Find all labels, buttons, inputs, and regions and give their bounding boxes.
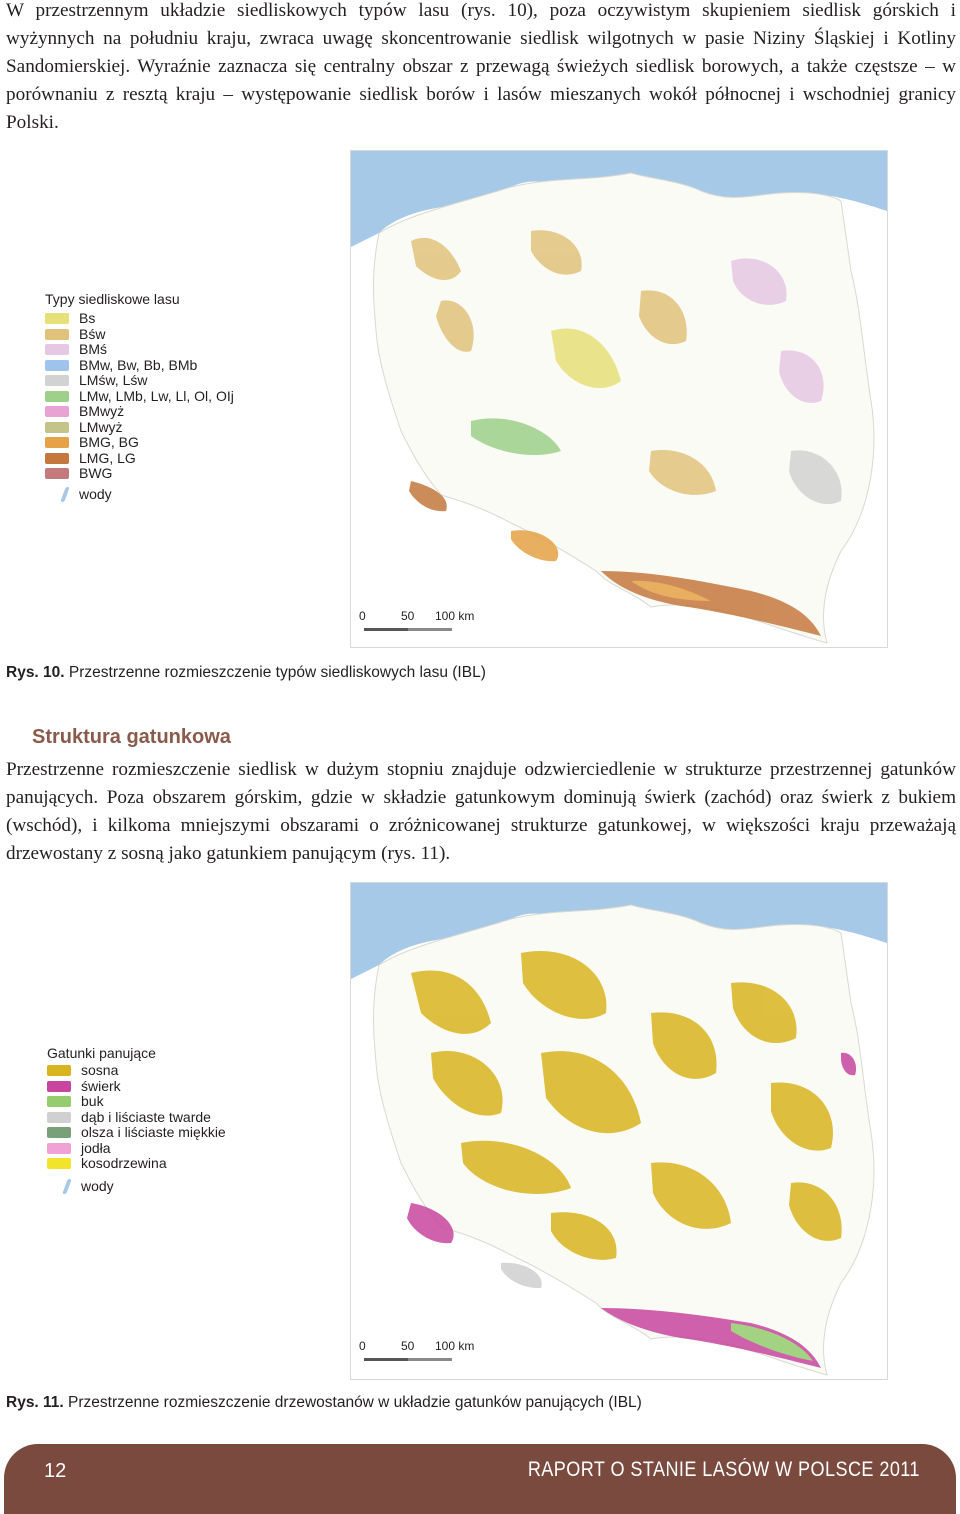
species-legend-title: Gatunki panujące	[47, 1045, 156, 1061]
legend-swatch	[45, 313, 69, 324]
figure-10-caption	[6, 664, 486, 682]
legend-item-label: kosodrzewina	[81, 1155, 167, 1171]
scale-label-0: 0	[359, 1339, 366, 1353]
legend-item-label: świerk	[81, 1077, 121, 1094]
legend-item-label: wody	[79, 486, 112, 502]
legend-swatch	[47, 1065, 71, 1076]
map-poland-species	[351, 883, 887, 1379]
page-number: 12	[44, 1460, 67, 1482]
legend-swatch	[47, 1158, 71, 1169]
map-scale	[359, 1339, 479, 1365]
scale-bar	[364, 628, 452, 631]
habitat-legend	[45, 291, 245, 521]
scale-label-0: 0	[359, 609, 366, 623]
legend-item-label: dąb i liściaste twarde	[81, 1108, 211, 1125]
legend-swatch	[45, 391, 69, 402]
legend-item-label: LMwyż	[79, 418, 123, 435]
legend-swatch	[45, 468, 69, 479]
figure-11-caption	[6, 1394, 642, 1412]
figure-11-number: Rys. 11.	[6, 1394, 64, 1411]
intro-paragraph: W przestrzennym układzie siedliskowych typów lasu (rys. 10), poza oczywistym skupieniem siedlisk górskich i wyżynnych na południu kraju, zwraca uwagę skoncentrowanie siedlisk wilgotnych w pasie Niziny Śląskiej i Kotliny Sandomierskiej. Wyraźnie zaznacza się centralny obszar z przewagą świeżych siedlisk borowych, a także częstsze – w porównaniu z resztą kraju – występowanie siedlisk borów i lasów mieszanych wokół północnej i wschodniej granicy Polski.	[6, 0, 956, 133]
legend-item-label: Bs	[79, 310, 96, 326]
report-title: RAPORT O STANIE LASÓW W POLSCE 2011	[527, 1458, 920, 1481]
legend-item-label: buk	[81, 1093, 104, 1109]
figure-11-caption-text: Przestrzenne rozmieszczenie drzewostanów w układzie gatunków panujących (IBL)	[63, 1394, 642, 1411]
legend-item-label: wody	[81, 1178, 114, 1194]
scale-label-50: 50	[401, 1339, 415, 1353]
map-scale	[359, 609, 479, 635]
legend-item-label: jodła	[81, 1139, 111, 1156]
scale-label-100: 100 km	[435, 609, 475, 623]
legend-swatch	[45, 437, 69, 448]
legend-swatch	[47, 1081, 71, 1092]
legend-swatch	[45, 344, 69, 355]
legend-swatch	[45, 422, 69, 433]
legend-item-label: Bśw	[79, 325, 106, 342]
legend-swatch	[45, 360, 69, 371]
legend-item-label: BMwyż	[79, 403, 125, 419]
scale-label-100: 100 km	[435, 1339, 475, 1353]
legend-item-label: LMG, LG	[79, 449, 136, 466]
legend-item-label: sosna	[81, 1062, 119, 1078]
legend-item-label: BWG	[79, 465, 113, 481]
habitat-legend-title: Typy siedliskowe lasu	[45, 291, 180, 307]
section-paragraph: Przestrzenne rozmieszczenie siedlisk w dużym stopniu znajduje odzwierciedlenie w strukturze przestrzennej gatunków panujących. Poza obszarem górskim, gdzie w składzie gatunkowym dominują świerk (zachód) oraz świerk z bukiem (wschód), i kilkoma mniejszymi obszarami o zróżnicowanej strukturze gatunkowej, w większości kraju przeważają drzewostany z sosną jako gatunkiem panującym (rys. 11).	[6, 759, 956, 864]
dominant-species-map	[47, 882, 888, 1380]
page-footer	[4, 1444, 956, 1514]
legend-swatch	[45, 375, 69, 386]
water-icon	[62, 1179, 71, 1194]
species-legend	[47, 1045, 277, 1205]
figure-10-number: Rys. 10.	[6, 664, 65, 681]
legend-swatch	[47, 1096, 71, 1107]
water-icon	[60, 487, 69, 502]
figure-10-caption-text: Przestrzenne rozmieszczenie typów siedliskowych lasu (IBL)	[64, 664, 486, 681]
legend-item-label: BMw, Bw, Bb, BMb	[79, 356, 198, 373]
legend-swatch	[47, 1112, 71, 1123]
legend-swatch	[45, 406, 69, 417]
legend-item-label: olsza i liściaste miękkie	[81, 1124, 226, 1140]
legend-item-label: LMw, LMb, Lw, Ll, Ol, OIj	[79, 387, 234, 404]
legend-swatch	[47, 1127, 71, 1138]
legend-swatch	[45, 329, 69, 340]
legend-item-label: BMG, BG	[79, 434, 139, 450]
scale-label-50: 50	[401, 609, 415, 623]
scale-bar	[364, 1358, 452, 1361]
section-heading: Struktura gatunkowa	[32, 726, 231, 748]
legend-swatch	[47, 1143, 71, 1154]
legend-swatch	[45, 453, 69, 464]
map-poland-habitats	[351, 151, 887, 647]
legend-item-label: BMś	[79, 341, 107, 357]
legend-item-label: LMśw, Lśw	[79, 372, 148, 388]
forest-habitat-map	[45, 150, 888, 648]
